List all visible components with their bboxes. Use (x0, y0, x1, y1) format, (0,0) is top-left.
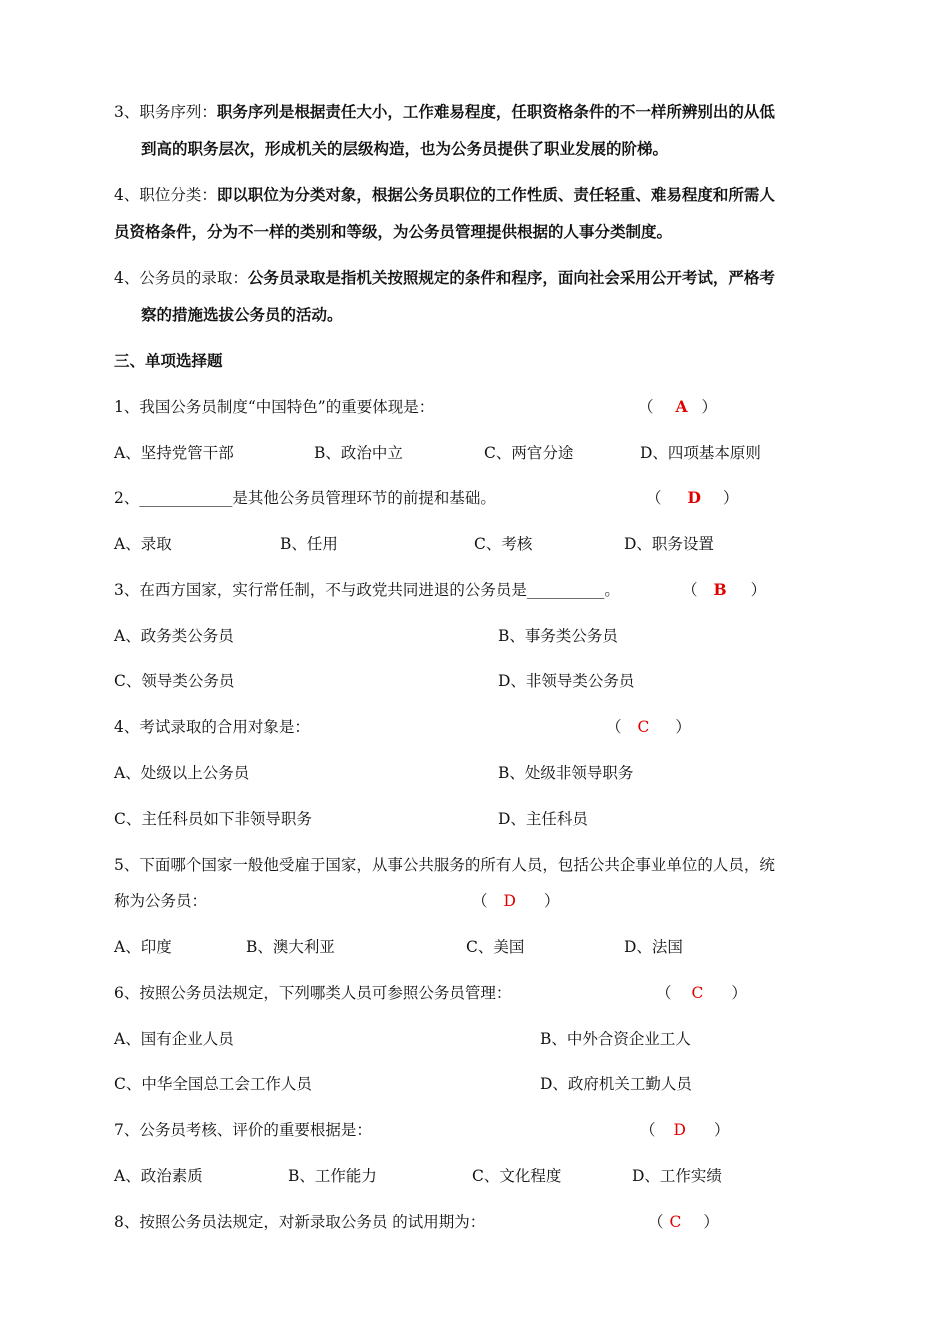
option-c: C、考核 (474, 535, 533, 553)
option-d: D、工作实绩 (632, 1167, 722, 1185)
definition-paragraph (114, 184, 775, 206)
option-a: A、处级以上公务员 (114, 764, 250, 782)
question-stem: 6、按照公务员法规定，下列哪类人员可参照公务员管理： (114, 984, 512, 1002)
answer-letter: B (713, 580, 727, 599)
question-stem: 8、按照公务员法规定，对新录取公务员 的试用期为： (114, 1213, 486, 1231)
answer-letter: A (675, 397, 688, 416)
answer-blank: （ C ） (648, 1213, 719, 1231)
answer-letter: D (687, 488, 701, 507)
option-c: C、两官分途 (484, 444, 574, 462)
option-a: A、政治素质 (114, 1167, 203, 1185)
question-stem: 7、公务员考核、评价的重要根据是： (114, 1121, 372, 1139)
question-stem: 4、考试录取的合用对象是： (114, 718, 310, 736)
option-b: B、事务类公务员 (498, 627, 618, 645)
section-title: 三、单项选择题 (114, 351, 223, 370)
option-c: C、领导类公务员 (114, 672, 235, 690)
option-b: B、任用 (280, 535, 338, 553)
option-c: C、文化程度 (472, 1167, 562, 1185)
option-c: C、中华全国总工会工作人员 (114, 1075, 312, 1093)
option-b: B、处级非领导职务 (498, 764, 634, 782)
definition-text: 公务员录取是指机关按照规定的条件和程序，面向社会采用公开考试，严格考 (247, 268, 775, 287)
definition-text-continued: 到高的职务层次，形成机关的层级构造，也为公务员提供了职业发展的阶梯。 (141, 139, 669, 158)
option-d: D、非领导类公务员 (498, 672, 635, 690)
option-a: A、印度 (114, 938, 172, 956)
option-a: A、录取 (114, 535, 172, 553)
answer-blank: （ C ） (656, 984, 747, 1002)
option-d: D、法国 (624, 938, 683, 956)
option-a: A、坚持党管干部 (114, 444, 234, 462)
answer-letter: C (691, 984, 704, 1002)
option-b: B、工作能力 (288, 1167, 377, 1185)
definition-text: 即以职位为分类对象，根据公务员职位的工作性质、责任轻重、难易程度和所需人 (216, 185, 775, 204)
answer-letter: C (637, 718, 650, 736)
definition-term: 4、公务员的录取： (114, 269, 248, 287)
answer-letter: C (669, 1213, 682, 1231)
option-c: C、美国 (466, 938, 525, 956)
definition-text-continued: 察的措施选拔公务员的活动。 (141, 305, 343, 324)
definition-text: 职务序列是根据责任大小，工作难易程度，任职资格条件的不一样所辨别出的从低 (216, 102, 775, 121)
definition-paragraph (114, 267, 775, 289)
answer-letter: D (503, 892, 516, 910)
question-stem: 2、____________是其他公务员管理环节的前提和基础。 (114, 489, 496, 507)
answer-blank: （ D ） (472, 892, 560, 910)
option-b: B、政治中立 (314, 444, 403, 462)
option-c: C、主任科员如下非领导职务 (114, 810, 312, 828)
option-a: A、国有企业人员 (114, 1030, 234, 1048)
answer-blank: （ B ） (682, 580, 767, 599)
question-stem: 1、我国公务员制度“中国特色”的重要体现是： (114, 398, 435, 416)
definition-text-continued: 员资格条件，分为不一样的类别和等级，为公务员管理提供根据的人事分类制度。 (114, 222, 673, 241)
question-stem: 5、下面哪个国家一般他受雇于国家，从事公共服务的所有人员，包括公共企事业单位的人员，统 (114, 856, 775, 874)
question-stem: 3、在西方国家，实行常任制，不与政党共同进退的公务员是__________。 (114, 581, 620, 599)
question-stem-continued: 称为公务员： (114, 892, 208, 910)
answer-blank: （ C ） (606, 718, 691, 736)
answer-blank: （ A ） (638, 397, 718, 416)
option-d: D、四项基本原则 (640, 444, 761, 462)
option-d: D、职务设置 (624, 535, 714, 553)
option-d: D、政府机关工勤人员 (540, 1075, 692, 1093)
option-b: B、中外合资企业工人 (540, 1030, 691, 1048)
definition-term: 4、职位分类： (114, 186, 217, 204)
option-b: B、澳大利亚 (246, 938, 335, 956)
answer-letter: D (673, 1121, 686, 1139)
option-a: A、政务类公务员 (114, 627, 234, 645)
definition-term: 3、职务序列： (114, 103, 217, 121)
definition-paragraph (114, 101, 775, 123)
answer-blank: （ D ） (646, 488, 739, 507)
option-d: D、主任科员 (498, 810, 588, 828)
answer-blank: （ D ） (640, 1121, 730, 1139)
